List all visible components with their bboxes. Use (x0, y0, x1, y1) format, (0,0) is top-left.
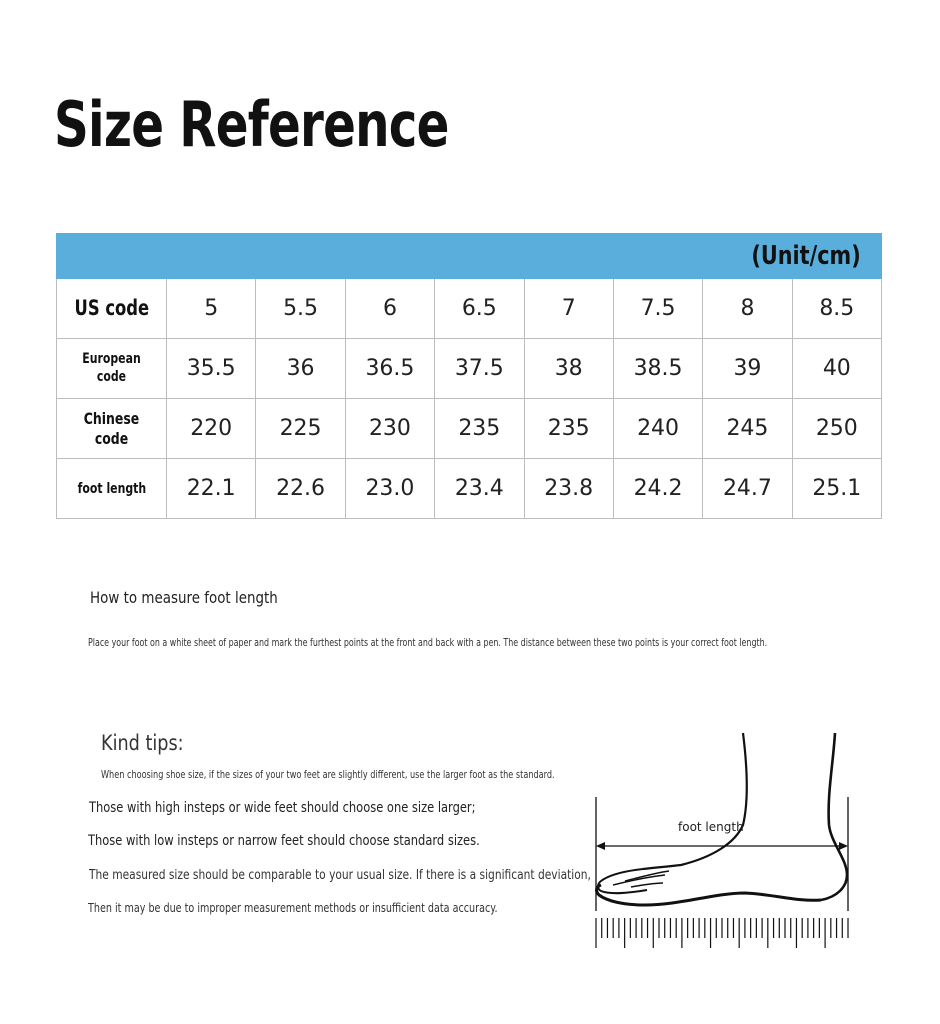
measure-instructions: Place your foot on a white sheet of paper and mark the furthest points at the front and back with a pen. The distance between these two points is your correct foot length. (88, 636, 768, 649)
tip-item: Then it may be due to improper measurement methods or insufficient data accuracy. (88, 901, 498, 915)
row-label-text (82, 351, 140, 386)
table-cell: 7 (524, 279, 613, 339)
table-cell: 35.5 (167, 339, 256, 399)
table-cell: 220 (167, 399, 256, 459)
row-label-line: European (82, 351, 141, 367)
toe-outline (598, 869, 647, 893)
row-label-us-code (57, 279, 167, 339)
table-cell: 235 (435, 399, 524, 459)
table-cell: 8.5 (792, 279, 881, 339)
table-cell: 39 (703, 339, 792, 399)
ruler-icon (596, 918, 848, 948)
table-cell: 6.5 (435, 279, 524, 339)
row-label-line: code (96, 368, 127, 385)
table-cell: 24.2 (613, 459, 702, 519)
table-row-foot-length (57, 459, 882, 519)
table-cell: 230 (345, 399, 434, 459)
table-row-european-code (57, 339, 882, 399)
row-label-foot-length (57, 459, 167, 519)
table-cell: 6 (345, 279, 434, 339)
table-cell: 22.1 (167, 459, 256, 519)
sole-outline (597, 885, 821, 905)
tip-item: Those with low insteps or narrow feet should choose standard sizes. (88, 833, 480, 849)
heel-outline (821, 733, 847, 900)
row-label-text: US code (74, 296, 149, 321)
table-cell: 36 (256, 339, 345, 399)
unit-label: (Unit/cm) (751, 241, 861, 271)
arrow-right-icon (839, 842, 848, 850)
row-label-chinese-code (57, 399, 167, 459)
table-cell: 23.8 (524, 459, 613, 519)
table-cell: 38.5 (613, 339, 702, 399)
arrow-left-icon (596, 842, 605, 850)
table-cell: 37.5 (435, 339, 524, 399)
table-cell: 225 (256, 399, 345, 459)
row-label-text: foot length (77, 481, 146, 498)
table-cell: 38 (524, 339, 613, 399)
table-cell: 36.5 (345, 339, 434, 399)
tip-item: Those with high insteps or wide feet should choose one size larger; (89, 800, 476, 816)
foot-measurement-figure (585, 725, 860, 957)
row-label-text: Chinese code (83, 408, 140, 448)
table-cell: 235 (524, 399, 613, 459)
measure-heading: How to measure foot length (90, 588, 278, 607)
page-title: Size Reference (54, 88, 449, 161)
table-row-chinese-code (57, 399, 882, 459)
tip-item: When choosing shoe size, if the sizes of your two feet are slightly different, use the larger foot as the standard. (101, 768, 555, 781)
foot-measurement-icon (585, 725, 860, 957)
toe-line (631, 883, 663, 887)
table-cell: 250 (792, 399, 881, 459)
table-cell: 5 (167, 279, 256, 339)
leg-front-outline (643, 733, 747, 869)
unit-header (57, 234, 882, 279)
table-cell: 240 (613, 399, 702, 459)
row-label-european-code (57, 339, 167, 399)
table-cell: 24.7 (703, 459, 792, 519)
table-cell: 22.6 (256, 459, 345, 519)
table-cell: 23.0 (345, 459, 434, 519)
table-cell: 5.5 (256, 279, 345, 339)
tip-item: The measured size should be comparable to your usual size. If there is a significant deviation, (89, 868, 591, 883)
table-cell: 40 (792, 339, 881, 399)
foot-length-label: foot length (678, 820, 744, 834)
table-row-us-code (57, 279, 882, 339)
table-cell: 8 (703, 279, 792, 339)
table-cell: 23.4 (435, 459, 524, 519)
table-cell: 245 (703, 399, 792, 459)
tips-heading: Kind tips: (101, 731, 184, 755)
table-cell: 7.5 (613, 279, 702, 339)
table-unit-row (57, 234, 882, 279)
size-table (56, 233, 882, 519)
table-cell: 25.1 (792, 459, 881, 519)
